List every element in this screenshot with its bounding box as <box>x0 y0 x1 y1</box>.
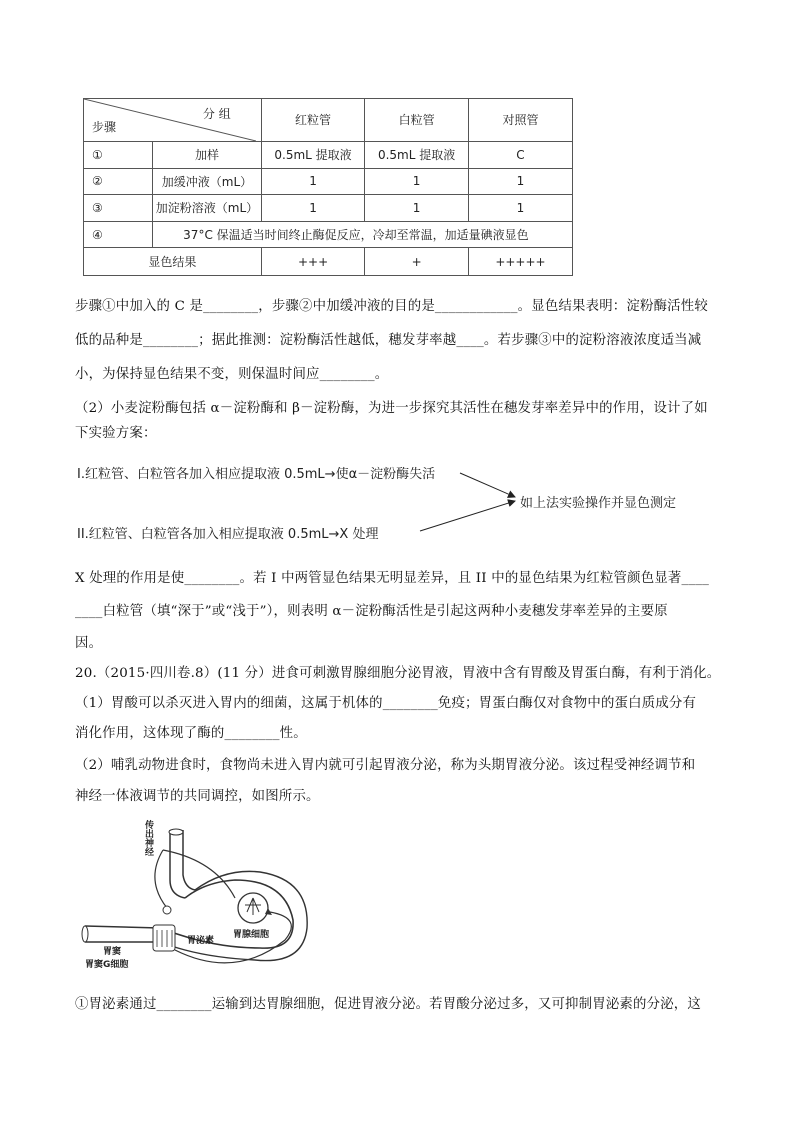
cell: 1 <box>468 195 572 222</box>
col-header-red: 红粒管 <box>261 99 365 142</box>
figure-label-gastrin: 胃泌素 <box>187 936 215 946</box>
figure-label-gland-cell: 胃腺细胞 <box>233 930 270 940</box>
paragraph-line: X 处理的作用是使________。若 I 中两管显色结果无明显差异，且 II 中的显色结果为红粒管颜色显著____ <box>75 571 710 586</box>
result-label: 显色结果 <box>84 248 262 276</box>
col-header-control: 对照管 <box>468 99 572 142</box>
col-header-white: 白粒管 <box>365 99 469 142</box>
experiment-table <box>83 98 573 276</box>
cell: 1 <box>261 168 365 195</box>
figure-label-antrum: 胃窦 <box>103 947 122 957</box>
paragraph-line: （2）哺乳动物进食时，食物尚未进入胃内就可引起胃液分泌，称为头期胃液分泌。该过程受神经调节和 <box>75 758 696 773</box>
paragraph-line: 步骤①中加入的 C 是________，步骤②中加缓冲液的目的是____________。显色结果表明：淀粉酶活性较 <box>75 299 708 314</box>
table-row <box>84 221 573 248</box>
step-4-instruction: 37°C 保温适当时间终止酶促反应，冷却至常温，加适量碘液显色 <box>153 221 573 248</box>
cell: 1 <box>365 195 469 222</box>
paragraph-line: ____白粒管（填“深于”或“浅于”），则表明 α－淀粉酶活性是引起这两种小麦穗发芽率差异的主要原 <box>75 604 668 619</box>
step-label: 加缓冲液（mL） <box>153 168 262 195</box>
paragraph-line: 神经一体液调节的共同调控，如图所示。 <box>75 789 320 804</box>
experiment-flow-diagram <box>75 455 755 545</box>
step-cell: ② <box>84 168 153 195</box>
figure-label-nerve: 传出神经 <box>145 821 155 858</box>
paragraph-line: （1）胃酸可以杀灭进入胃内的细菌，这属于机体的________免疫；胃蛋白酶仅对食物中的蛋白质成分有 <box>75 696 697 711</box>
paragraph-line: （2）小麦淀粉酶包括 α－淀粉酶和 β－淀粉酶，为进一步探究其活性在穗发芽率差异中的作用，设计了如 <box>75 401 708 416</box>
figure-label-g-cell: 胃窦G细胞 <box>85 960 129 970</box>
paragraph-line: 下实验方案： <box>75 426 157 441</box>
result-red: +++ <box>261 248 365 276</box>
flow-result: 如上法实验操作并显色测定 <box>520 496 677 511</box>
step-cell: ① <box>84 141 153 168</box>
result-white: + <box>365 248 469 276</box>
table-row <box>84 141 573 168</box>
table-row <box>84 168 573 195</box>
cell: 1 <box>468 168 572 195</box>
table-row <box>84 195 573 222</box>
cell: 1 <box>365 168 469 195</box>
step-cell: ④ <box>84 221 153 248</box>
paragraph-line: 消化作用，这体现了酶的________性。 <box>75 726 307 741</box>
table-diagonal-header <box>84 99 262 142</box>
cell: 0.5mL 提取液 <box>365 141 469 168</box>
result-control: +++++ <box>468 248 572 276</box>
cell: C <box>468 141 572 168</box>
paragraph-line: ①胃泌素通过________运输到达胃腺细胞，促进胃液分泌。若胃酸分泌过多，又可抑制胃泌素的分泌，这 <box>75 997 701 1012</box>
paragraph-line: 低的品种是________；据此推测：淀粉酶活性越低，穗发芽率越____。若步骤③中的淀粉溶液浓度适当减 <box>75 333 702 348</box>
flow-step-2: II.红粒管、白粒管各加入相应提取液 0.5mL→X 处理 <box>77 527 379 542</box>
paragraph-line: 因。 <box>75 636 103 651</box>
header-group-label: 分 组 <box>202 107 231 121</box>
stomach-regulation-figure <box>75 820 320 975</box>
step-label: 加样 <box>153 141 262 168</box>
cell: 1 <box>261 195 365 222</box>
step-label: 加淀粉溶液（mL） <box>153 195 262 222</box>
table-row <box>84 248 573 276</box>
header-step-label: 步骤 <box>92 119 117 134</box>
paragraph-line: 小，为保持显色结果不变，则保温时间应________。 <box>75 367 389 382</box>
flow-step-1: I.红粒管、白粒管各加入相应提取液 0.5mL→使α－淀粉酶失活 <box>77 467 436 482</box>
step-cell: ③ <box>84 195 153 222</box>
cell: 0.5mL 提取液 <box>261 141 365 168</box>
question-heading: 20.（2015·四川卷.8）(11 分）进食可刺激胃腺细胞分泌胃液，胃液中含有胃酸及胃蛋白酶，有利于消化。 <box>75 666 721 681</box>
